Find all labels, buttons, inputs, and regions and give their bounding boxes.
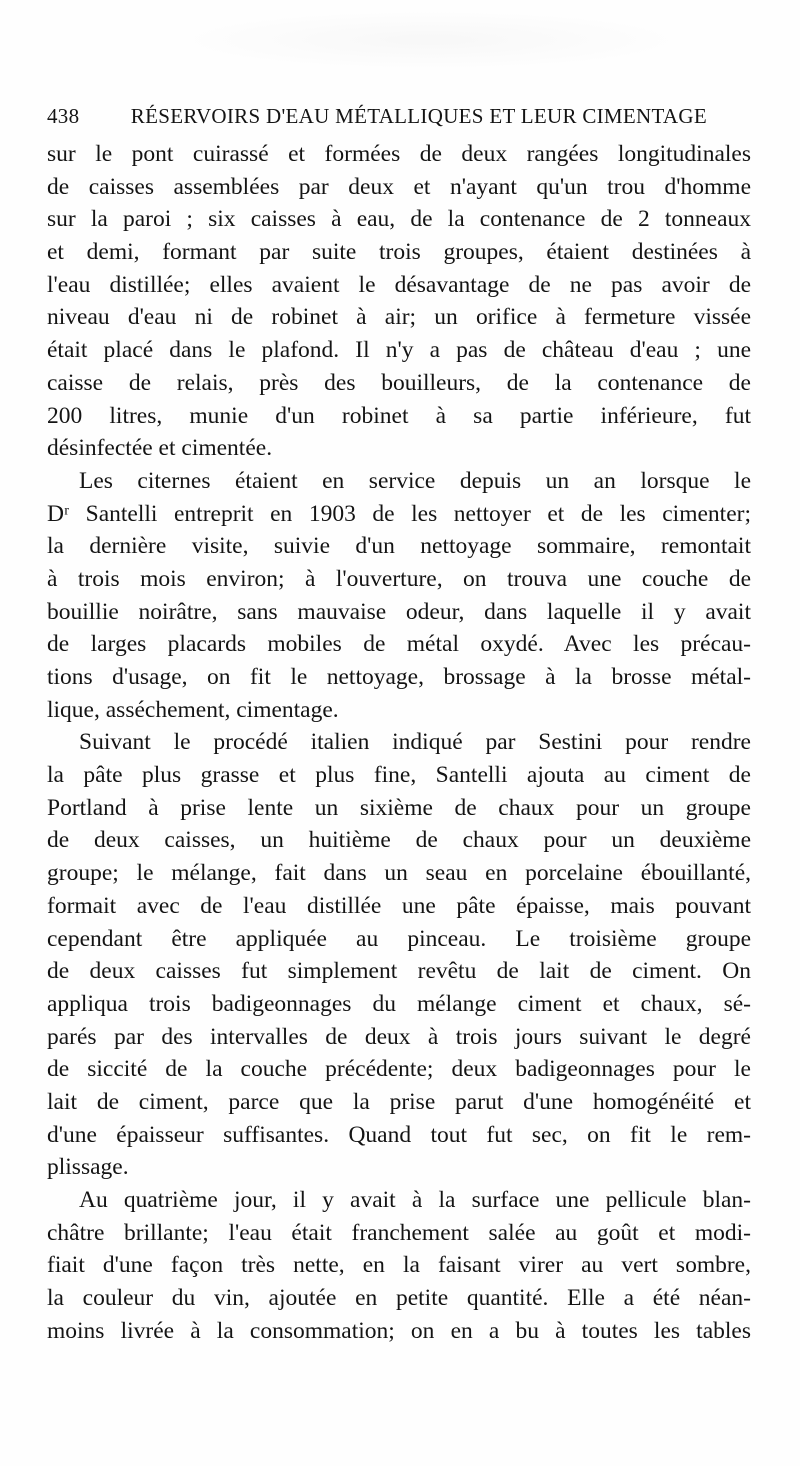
text-line: Portland à prise lente un sixième de chaux pour un groupe <box>47 794 751 821</box>
text-line: niveau d'eau ni de robinet à air; un orifice à fermeture vissée <box>47 304 751 331</box>
paragraph-first-line: Les citernes étaient en service depuis un an lorsque le <box>79 467 751 494</box>
paper-stain <box>170 10 690 70</box>
running-header <box>47 101 707 131</box>
text-line: caisse de relais, près des bouilleurs, de la contenance de <box>47 369 751 396</box>
text-line: de deux caisses fut simplement revêtu de lait de ciment. On <box>47 958 751 985</box>
text-line: et demi, formant par suite trois groupes, étaient destinées à <box>47 239 751 266</box>
body-text <box>47 138 751 1347</box>
text-line: la dernière visite, suivie d'un nettoyage sommaire, remontait <box>47 533 751 560</box>
paragraph-end-line: lique, asséchement, cimentage. <box>47 696 339 723</box>
page-number: 438 <box>47 104 80 128</box>
text-line: l'eau distillée; elles avaient le désavantage de ne pas avoir de <box>47 271 751 298</box>
text-line: d'une épaisseur suffisantes. Quand tout fut sec, on fit le rem- <box>47 1121 751 1148</box>
paragraph-end-line: plissage. <box>47 1154 129 1181</box>
text-line: 200 litres, munie d'un robinet à sa partie inférieure, fut <box>47 402 751 429</box>
text-line: groupe; le mélange, fait dans un seau en porcelaine ébouillanté, <box>47 860 751 887</box>
running-title: RÉSERVOIRS D'EAU MÉTALLIQUES ET LEUR CIMENTAGE <box>130 104 707 128</box>
text-line: moins livrée à la consommation; on en a bu à toutes les tables <box>47 1317 751 1344</box>
text-line: la pâte plus grasse et plus fine, Santelli ajouta au ciment de <box>47 762 751 789</box>
text-line: était placé dans le plafond. Il n'y a pas de château d'eau ; une <box>47 337 751 364</box>
paragraph-end-line: désinfectée et cimentée. <box>47 435 273 462</box>
paragraph-first-line: Suivant le procédé italien indiqué par Sestini pour rendre <box>79 729 751 756</box>
text-line: sur la paroi ; six caisses à eau, de la contenance de 2 tonneaux <box>47 206 751 233</box>
text-line: de siccité de la couche précédente; deux badigeonnages pour le <box>47 1056 751 1083</box>
text-line: Dʳ Santelli entreprit en 1903 de les nettoyer et de les cimenter; <box>47 500 751 527</box>
text-line: tions d'usage, on fit le nettoyage, brossage à la brosse métal- <box>47 664 751 690</box>
text-line: châtre brillante; l'eau était franchement salée au goût et modi- <box>47 1219 751 1246</box>
text-line: formait avec de l'eau distillée une pâte épaisse, mais pouvant <box>47 892 751 919</box>
text-line: de deux caisses, un huitième de chaux pour un deuxième <box>47 827 751 854</box>
paragraph-first-line: Au quatrième jour, il y avait à la surface une pellicule blan- <box>79 1187 751 1213</box>
text-line: fiait d'une façon très nette, en la faisant virer au vert sombre, <box>47 1252 751 1279</box>
text-line: de larges placards mobiles de métal oxydé. Avec les précau- <box>47 631 751 658</box>
text-line: la couleur du vin, ajoutée en petite quantité. Elle a été néan- <box>47 1285 751 1312</box>
text-line: sur le pont cuirassé et formées de deux rangées longitudinales <box>47 141 751 167</box>
text-line: à trois mois environ; à l'ouverture, on trouva une couche de <box>47 565 751 592</box>
text-line: lait de ciment, parce que la prise parut d'une homogénéité et <box>47 1088 751 1115</box>
text-line: parés par des intervalles de deux à trois jours suivant le degré <box>47 1023 751 1050</box>
text-line: cependant être appliquée au pinceau. Le troisième groupe <box>47 925 751 952</box>
text-line: appliqua trois badigeonnages du mélange ciment et chaux, sé- <box>47 990 751 1017</box>
text-line: bouillie noirâtre, sans mauvaise odeur, dans laquelle il y avait <box>47 598 751 625</box>
text-line: de caisses assemblées par deux et n'ayant qu'un trou d'homme <box>47 173 751 200</box>
